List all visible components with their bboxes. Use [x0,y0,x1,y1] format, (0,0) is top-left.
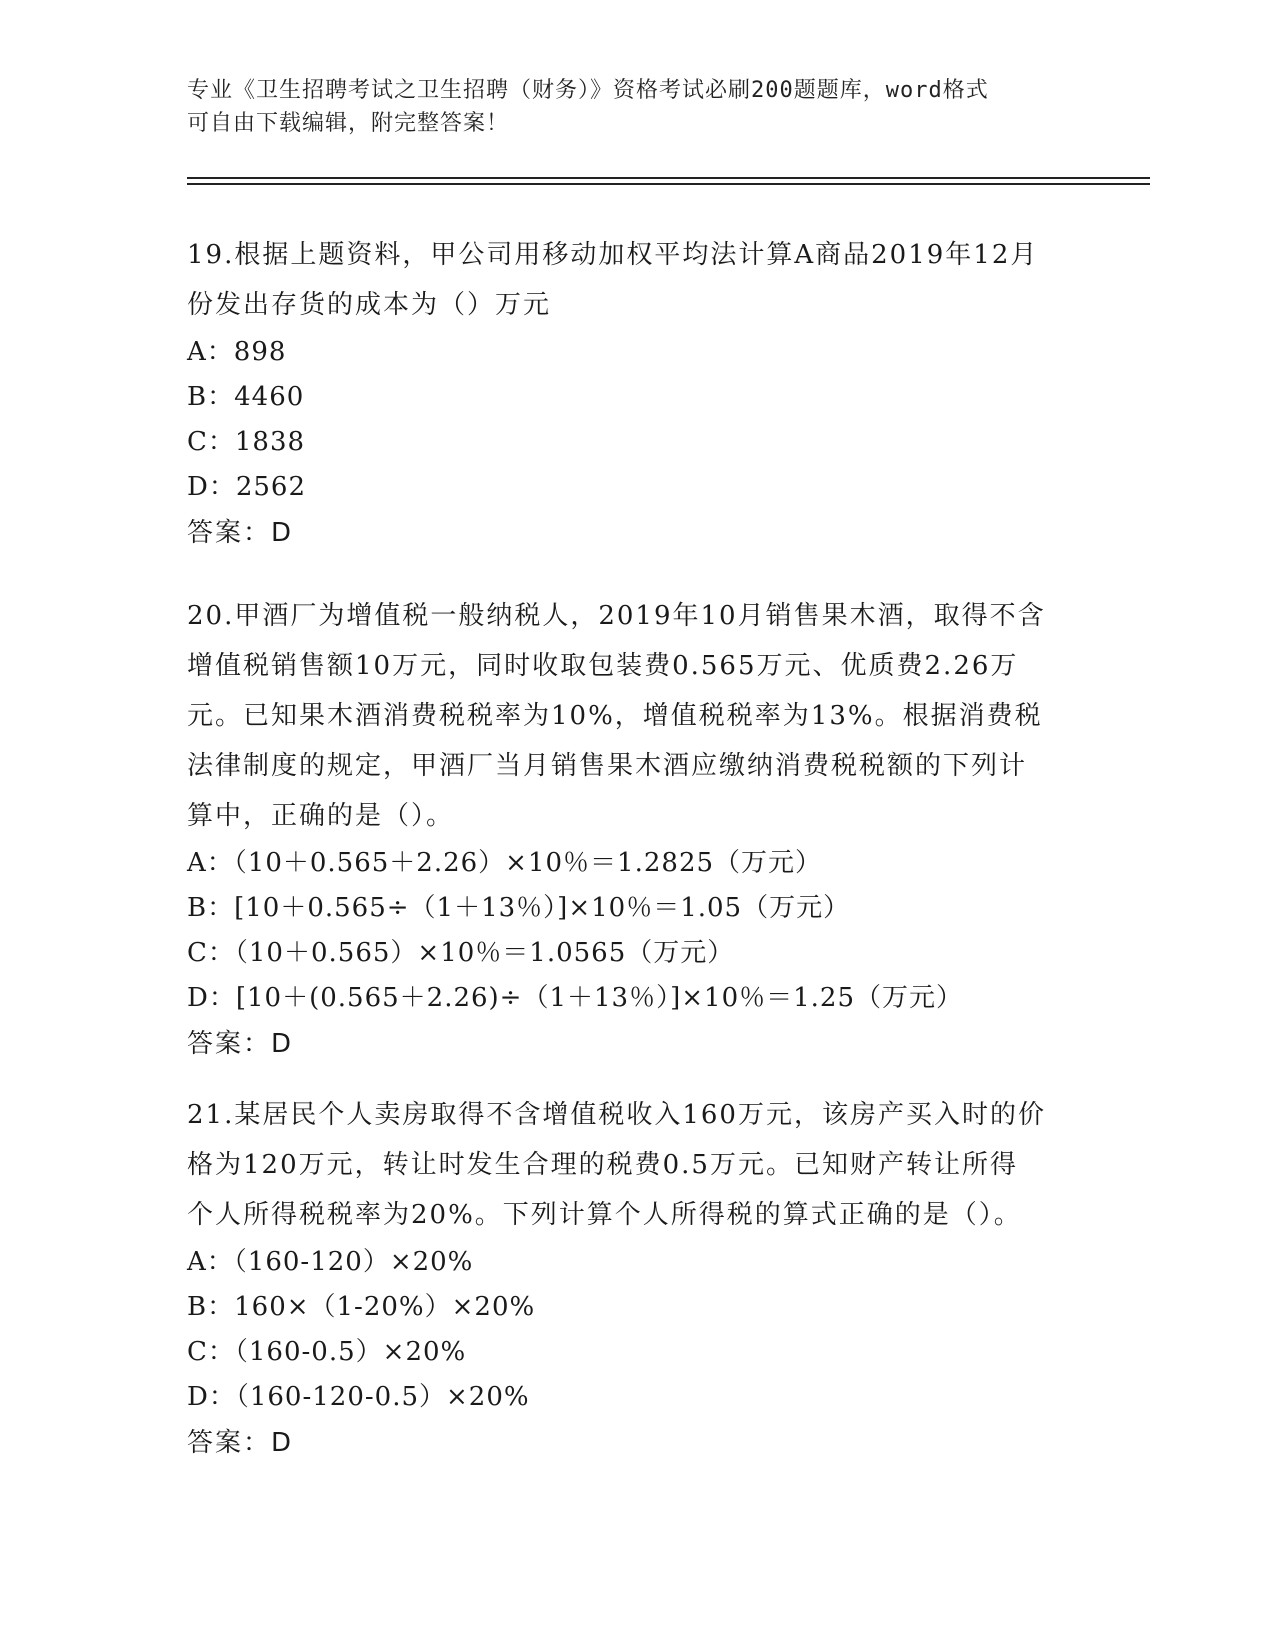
option-d: D：[10＋(0.565＋2.26)÷（1＋13％）]×10％＝1.25（万元） [187,983,963,1013]
question-stem [187,230,1067,330]
question-stem-line: 19.根据上题资料，甲公司用移动加权平均法计算A商品2019年12月 [187,240,1039,270]
header-divider-top [187,177,1150,179]
question-stem-line: 法律制度的规定，甲酒厂当月销售果木酒应缴纳消费税税额的下列计 [187,751,1028,781]
question-stem-line: 个人所得税税率为20%。下列计算个人所得税的算式正确的是（）。 [187,1200,1022,1230]
option-d: D：（160-120-0.5）×20% [187,1382,530,1412]
option-d: D：2562 [187,472,307,502]
question-21 [187,1090,1067,1466]
option-a: A：（10＋0.565＋2.26）×10％＝1.2825（万元） [187,848,823,878]
option-a: A：898 [187,337,287,367]
header-divider-bottom [187,183,1150,185]
question-stem-line: 算中，正确的是（）。 [187,801,455,831]
header-title-line-1: 专业《卫生招聘考试之卫生招聘（财务）》资格考试必刷200题题库，word格式 [187,78,989,103]
answer-line: 答案：D [187,1029,294,1059]
option-b: B：[10＋0.565÷（1＋13％）]×10％＝1.05（万元） [187,893,851,923]
option-b: B：4460 [187,382,305,412]
question-stem [187,591,1067,841]
option-a: A：（160-120）×20% [187,1247,474,1277]
question-stem-line: 元。已知果木酒消费税税率为10%，增值税税率为13%。根据消费税 [187,701,1043,731]
question-stem-line: 增值税销售额10万元，同时收取包装费0.565万元、优质费2.26万 [187,651,1019,681]
question-stem [187,1090,1067,1240]
document-header [187,74,1087,140]
question-stem-line: 21.某居民个人卖房取得不含增值税收入160万元，该房产买入时的价 [187,1100,1046,1130]
question-stem-line: 格为120万元，转让时发生合理的税费0.5万元。已知财产转让所得 [187,1150,1018,1180]
option-c: C：1838 [187,427,306,457]
answer-line: 答案：D [187,518,294,548]
header-title-line-2: 可自由下载编辑，附完整答案！ [187,111,510,136]
option-b: B：160×（1-20%）×20% [187,1292,536,1322]
option-c: C：（10＋0.565）×10％＝1.0565（万元） [187,938,735,968]
question-19 [187,230,1067,556]
answer-line: 答案：D [187,1428,294,1458]
option-c: C：（160-0.5）×20% [187,1337,467,1367]
question-stem-line: 20.甲酒厂为增值税一般纳税人，2019年10月销售果木酒，取得不含 [187,601,1046,631]
question-stem-line: 份发出存货的成本为（）万元 [187,290,552,320]
question-20 [187,591,1067,1067]
